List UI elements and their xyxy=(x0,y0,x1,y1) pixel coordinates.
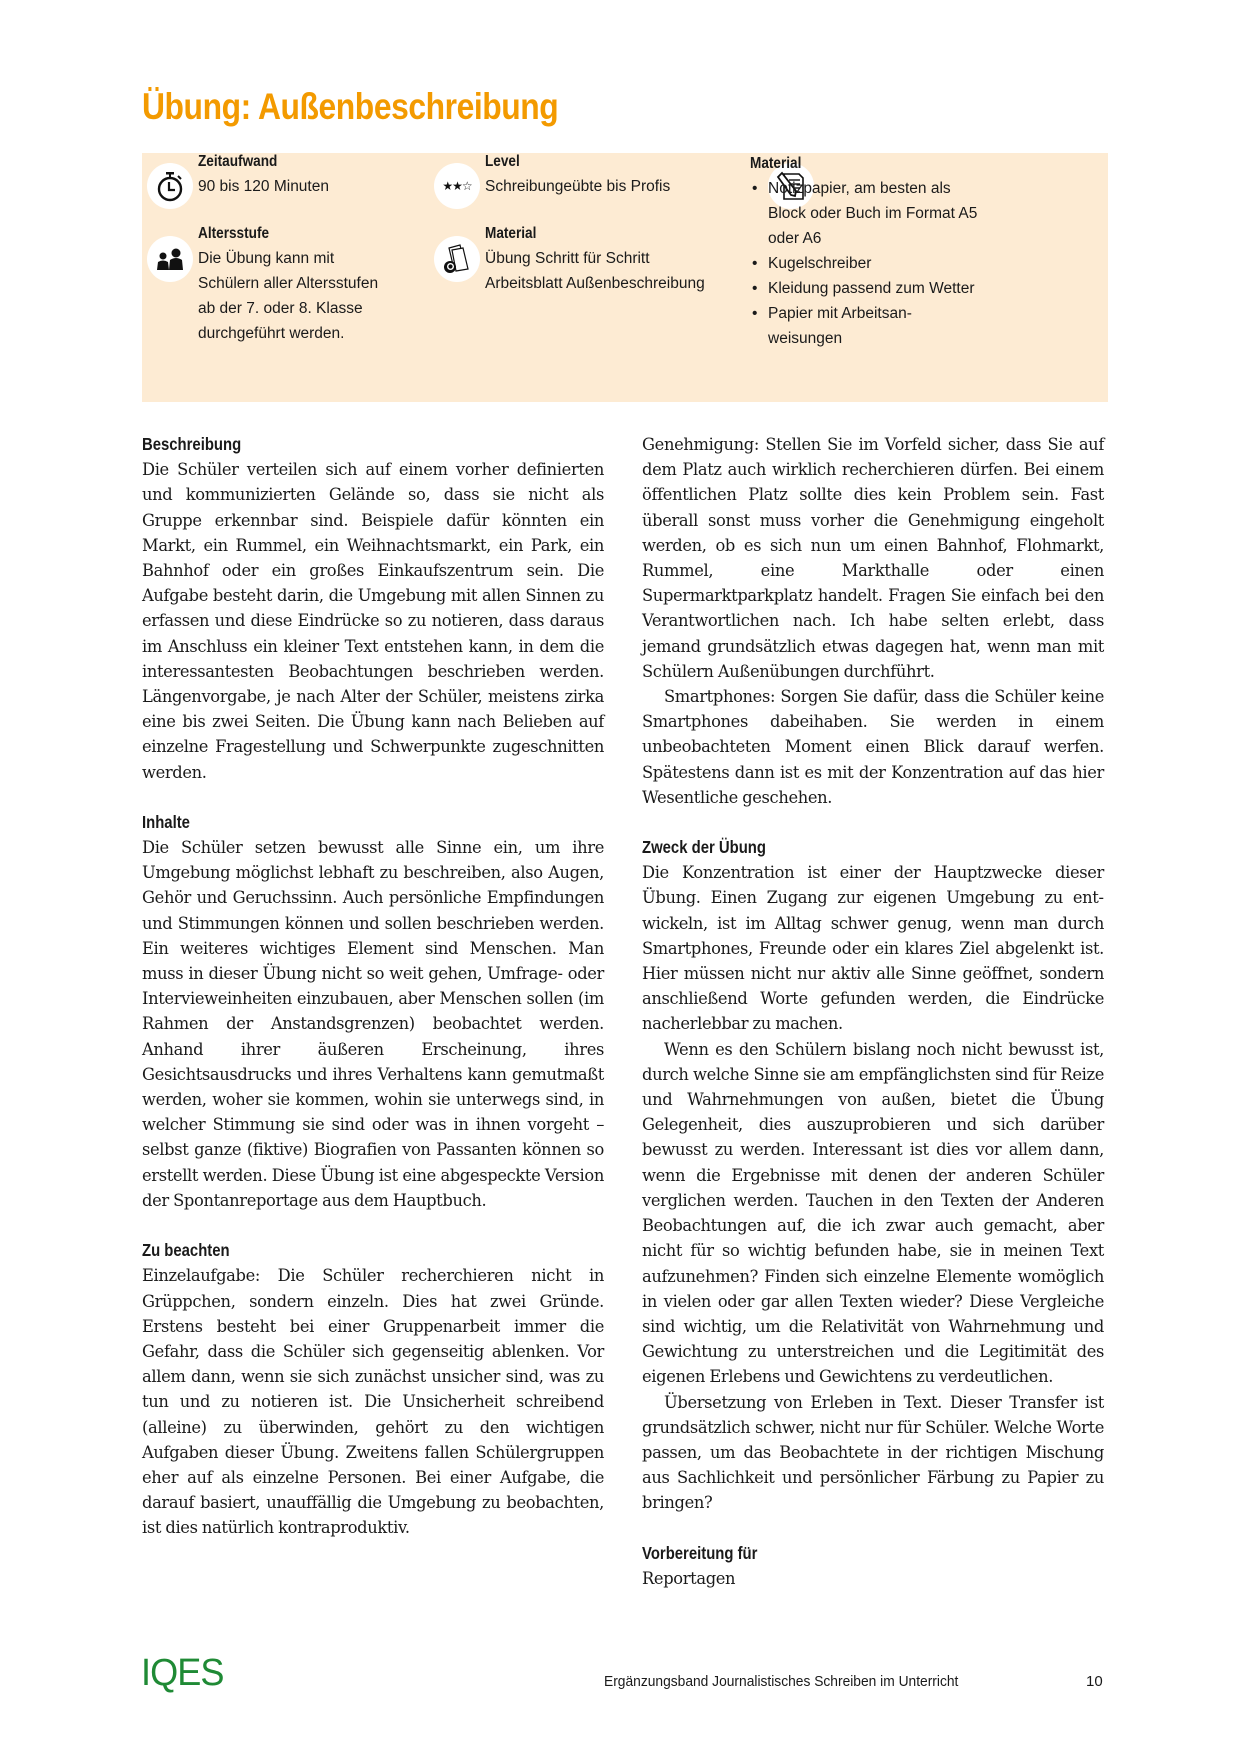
page-title: Übung: Außenbeschreibung xyxy=(142,86,559,127)
info-time xyxy=(198,149,329,199)
material-list-item: • Kugelschreiber xyxy=(750,251,980,276)
info-level xyxy=(485,149,670,199)
level-value: Schreibungeübte bis Profis xyxy=(485,178,671,195)
time-heading: Zeitaufwand xyxy=(198,153,278,170)
age-line: Schülern aller Altersstufen xyxy=(198,275,379,292)
page-number: 10 xyxy=(1086,1673,1103,1690)
section-text-zweck: Übersetzung von Erleben in Text. Dieser Transfer ist grundsätzlich schwer, nicht nur für Schüler. Welche Worte passen, um das Beobachtete in der richtigen Mischung aus Sachlichkeit und persönlicher Färbung zu Papier zu bringen? xyxy=(642,1392,1104,1513)
time-value: 90 bis 120 Minuten xyxy=(198,178,329,195)
section-text-zu-beachten: Einzelaufgabe: Die Schüler recherchieren nicht in Grüppchen, sondern einzeln. Dies hat zwei Gründe. Erstens besteht bei einer Gruppenarbeit immer die Gefahr, dass die Schüler sich gegenseitig ablenken. Vor allem dann, wenn sie sich zunächst unsicher sind, was zu tun und zu notieren ist. Die Unsicherheit schreibend (alleine) zu überwinden, gehört zu den wichtigen Aufgaben dieser Übung. Zweitens fallen Schülergruppen eher auf als einzelne Personen. Bei einer Aufgabe, die darauf basiert, unauffällig die Umgebung zu beobachten, ist dies natürlich kontraproduktiv. xyxy=(142,1266,604,1538)
stars-icon xyxy=(434,163,480,209)
section-text-vorbereitung: Reportagen xyxy=(642,1568,736,1588)
material-list-item: • Notizpapier, am besten als Block oder Buch im Format A5 oder A6 xyxy=(750,176,980,251)
material-list-item: • Kleidung passend zum Wetter xyxy=(750,276,980,301)
age-line: ab der 7. oder 8. Klasse xyxy=(198,300,363,317)
material-docs-heading: Material xyxy=(485,225,537,242)
section-heading-zweck: Zweck der Übung xyxy=(642,837,766,858)
section-text-genehmigung: Genehmigung: Stellen Sie im Vorfeld sicher, dass Sie auf dem Platz auch wirklich recherchieren dürfen. Bei einem öffentlichen Platz sollte dies kein Problem sein. Fast überall sonst muss vorher die Genehmigung eingeholt werden, ob es sich nun um einen Bahnhof, Flohmarkt, Rummel, eine Markthalle oder einen Supermarktparkplatz handelt. Fragen Sie einfach bei den Verantwortlichen nach. Ich habe selten erlebt, dass jemand grundsätzlich etwas dagegen hat, wenn man mit Schülern Außenübungen durchführt. xyxy=(642,435,1104,681)
age-heading: Altersstufe xyxy=(198,225,270,242)
level-heading: Level xyxy=(485,153,520,170)
section-heading-zu-beachten: Zu beachten xyxy=(142,1240,230,1261)
info-age xyxy=(198,221,378,346)
people-icon xyxy=(147,236,193,282)
info-material-docs xyxy=(485,221,705,296)
section-text-beschreibung: Die Schüler verteilen sich auf einem vorher definierten und kommunizierten Gelände so, dass sie nicht als Gruppe erkennbar sind. Beispiele dafür könnten ein Markt, ein Rummel, ein Weihnachtsmarkt, ein Park, ein Bahnhof oder ein großes Einkaufszentrum sein. Die Aufgabe besteht darin, die Umgebung mit allen Sinnen zu erfassen und diese Eindrücke so zu notieren, dass daraus im Anschluss ein kleiner Text entstehen kann, in dem die interessantesten Beobachtungen beschrieben werden. Längenvorgabe, je nach Alter der Schüler, meistens zirka eine bis zwei Seiten. Die Übung kann nach Belieben auf einzelne Fragestellung und Schwerpunkte zugeschnitten werden. xyxy=(142,460,604,782)
right-column xyxy=(642,432,1104,1591)
material-docs-line: Arbeitsblatt Außenbeschreibung xyxy=(485,275,705,292)
left-column xyxy=(142,432,604,1541)
section-text-zweck: Wenn es den Schülern bislang noch nicht bewusst ist, durch welche Sinne sie am empfänglichsten sind für Reize und Wahrnehmungen von außen, bietet die Übung Gelegenheit, dies auszuprobieren und sich darüber bewusst zu werden. Interessant ist dies vor allem dann, wenn die Ergebnisse mit denen der anderen Schüler verglichen werden. Tauchen in den Texten der Anderen Beobachtungen auf, die ich zwar auch gemacht, aber nicht für so wichtig befunden habe, sie in meinen Text aufzunehmen? Finden sich einzelne Elemente womöglich in vielen oder gar allen Texten wieder? Diese Vergleiche sind wichtig, um die Relativität von Wahrnehmung und Gewichtung zu unterstreichen und die Legitimität des eigenen Erlebens und Gewichtens zu verdeutlichen. xyxy=(642,1039,1104,1387)
iqes-logo: IQES xyxy=(141,1652,224,1694)
material-list-item: • Papier mit Arbeitsanweisungen xyxy=(750,301,980,351)
info-box xyxy=(142,153,1108,402)
documents-icon xyxy=(434,236,480,282)
section-heading-inhalte: Inhalte xyxy=(142,811,190,832)
section-text-smartphones: Smartphones: Sorgen Sie dafür, dass die Schüler keine Smartphones dabeihaben. Sie werden in einem unbeobachteten Moment einen Blick darauf werfen. Spätestens dann ist es mit der Konzentration auf das hier Wesentliche geschehen. xyxy=(642,687,1104,807)
section-heading-vorbereitung: Vorbereitung für xyxy=(642,1542,758,1563)
age-line: durchgeführt werden. xyxy=(198,325,345,342)
age-line: Die Übung kann mit xyxy=(198,250,335,267)
stopwatch-icon xyxy=(147,163,193,209)
info-material-list xyxy=(750,151,980,351)
level-stars: ★★☆ xyxy=(442,179,472,193)
section-heading-beschreibung: Beschreibung xyxy=(142,434,242,454)
section-text-zweck: Die Konzentration ist einer der Hauptzwecke dieser Übung. Einen Zugang zur eigenen Umgebung zu entwickeln, ist im Alltag schwer genug, wenn man durch Smartphones, Freunde oder ein klares Ziel abgelenkt ist. Hier müssen nicht nur aktiv alle Sinne geöffnet, sondern anschließend Worte gefunden werden, die Eindrücke nacherlebbar zu machen. xyxy=(642,863,1104,1034)
material-list-heading: Material xyxy=(750,155,802,172)
section-text-inhalte: Die Schüler setzen bewusst alle Sinne ein, um ihre Umgebung möglichst lebhaft zu beschreiben, also Augen, Gehör und Geruchssinn. Auch persönliche Empfindungen und Stimmungen können und sollen beschrieben werden. Ein weiteres wichtiges Element sind Menschen. Man muss in dieser Übung nicht so weit gehen, Umfrage- oder Intervieweinheiten einzubauen, aber Menschen sollen (im Rahmen der Anstandsgrenzen) beobachtet werden. Anhand ihrer äußeren Erscheinung, ihres Gesichtsausdrucks und ihres Verhaltens kann gemutmaßt werden, woher sie kommen, wohin sie unterwegs sind, in welcher Stimmung sie sind oder was in ihnen vorgeht – selbst ganze (fiktive) Biografien von Passanten können so erstellt werden. Diese Übung ist eine abgespeckte Version der Spontanreportage aus dem Hauptbuch. xyxy=(142,838,604,1210)
material-list xyxy=(750,176,980,351)
footer-book-title: Ergänzungsband Journalistisches Schreiben im Unterricht xyxy=(604,1673,959,1690)
material-docs-line: Übung Schritt für Schritt xyxy=(485,250,650,267)
